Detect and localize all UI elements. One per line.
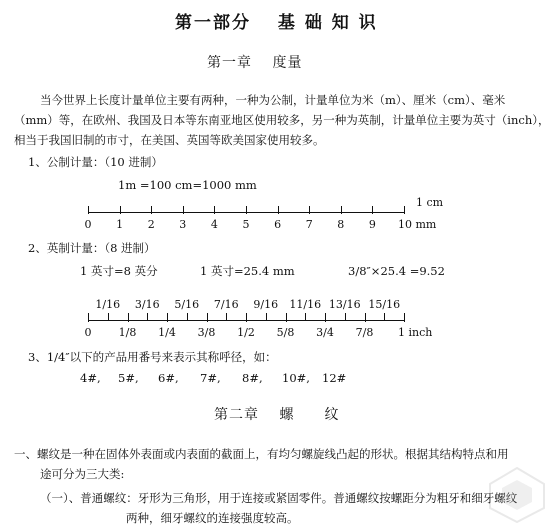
imperial-tick bbox=[226, 313, 227, 320]
imperial-tick bbox=[128, 313, 129, 322]
imperial-tick bbox=[147, 313, 148, 320]
thread-line-4: 两种，细牙螺纹的连接强度较高。 bbox=[126, 511, 299, 525]
imperial-bottom-label: 3/8 bbox=[197, 326, 216, 339]
imperial-tick bbox=[187, 313, 188, 320]
size-item: 10#, bbox=[282, 371, 310, 385]
imperial-tick bbox=[365, 313, 366, 322]
imperial-top-label: 13/16 bbox=[328, 298, 361, 311]
size-item: 12# bbox=[322, 371, 347, 385]
metric-tick-label: 9 bbox=[368, 218, 376, 231]
metric-tick bbox=[246, 206, 247, 214]
thread-line-2: 途可分为三大类: bbox=[40, 467, 125, 481]
metric-tick bbox=[183, 206, 184, 214]
metric-tick bbox=[341, 206, 342, 214]
metric-tick-label: 6 bbox=[274, 218, 282, 231]
metric-tick-label: 0 bbox=[84, 218, 92, 231]
imperial-tick bbox=[207, 313, 208, 322]
imperial-eq2: 1 英寸=25.4 mm bbox=[200, 264, 295, 278]
imperial-eq3: 3/8″×25.4 =9.52 bbox=[348, 264, 445, 278]
imperial-bottom-label: 1/8 bbox=[118, 326, 137, 339]
metric-tick bbox=[120, 206, 121, 214]
imperial-heading: 2、英制计量：（8 进制） bbox=[28, 241, 156, 255]
metric-tick-label: 2 bbox=[147, 218, 155, 231]
imperial-top-label: 1/16 bbox=[95, 298, 121, 311]
imperial-tick bbox=[108, 313, 109, 320]
imperial-tick bbox=[246, 313, 247, 322]
metric-end-top-label: 1 cm bbox=[416, 196, 444, 209]
imperial-tick bbox=[88, 313, 89, 322]
part-title: 第一部分 基 础 知 识 bbox=[175, 13, 378, 33]
metric-tick-label: 10 mm bbox=[398, 218, 437, 231]
size-item: 4#, bbox=[80, 371, 101, 385]
size-item: 7#, bbox=[200, 371, 221, 385]
imperial-top-label: 11/16 bbox=[289, 298, 322, 311]
imperial-bottom-label: 0 bbox=[84, 326, 92, 339]
imperial-eq1: 1 英寸=8 英分 bbox=[80, 264, 158, 278]
metric-tick bbox=[404, 206, 405, 214]
imperial-bottom-label: 7/8 bbox=[355, 326, 374, 339]
metric-tick bbox=[214, 206, 215, 214]
metric-tick bbox=[88, 206, 89, 214]
thread-line-1: 一、螺纹是一种在固体外表面或内表面的截面上，有均匀螺旋线凸起的形状。根据其结构特点和用 bbox=[14, 447, 509, 461]
metric-equation: 1m =100 cm=1000 mm bbox=[118, 178, 257, 192]
metric-heading: 1、公制计量：（10 进制） bbox=[28, 155, 163, 169]
metric-tick bbox=[278, 206, 279, 214]
size-item: 6#, bbox=[158, 371, 179, 385]
imperial-top-label: 5/16 bbox=[174, 298, 200, 311]
size-item: 8#, bbox=[242, 371, 263, 385]
metric-tick-label: 8 bbox=[337, 218, 345, 231]
chapter2-title: 第二章 螺 纹 bbox=[214, 407, 340, 423]
imperial-bottom-label: 5/8 bbox=[276, 326, 295, 339]
metric-tick bbox=[151, 206, 152, 214]
metric-tick bbox=[309, 206, 310, 214]
metric-tick-label: 7 bbox=[305, 218, 313, 231]
metric-tick-label: 5 bbox=[242, 218, 250, 231]
metric-tick-label: 4 bbox=[210, 218, 218, 231]
imperial-top-label: 3/16 bbox=[134, 298, 160, 311]
imperial-bottom-label: 1 inch bbox=[398, 326, 433, 339]
imperial-bottom-label: 1/4 bbox=[158, 326, 176, 339]
imperial-tick bbox=[286, 313, 287, 322]
imperial-tick bbox=[305, 313, 306, 320]
imperial-tick bbox=[167, 313, 168, 322]
metric-tick-label: 1 bbox=[116, 218, 124, 231]
imperial-tick bbox=[404, 313, 405, 322]
thread-line-3: （一）、普通螺纹：牙形为三角形，用于连接或紧固零件。普通螺纹按螺距分为粗牙和细牙螺纹 bbox=[40, 491, 518, 505]
sizes-heading: 3、1/4″以下的产品用番号来表示其称呼径，如： bbox=[28, 350, 277, 364]
imperial-tick bbox=[384, 313, 385, 320]
imperial-top-label: 15/16 bbox=[368, 298, 401, 311]
imperial-top-label: 9/16 bbox=[253, 298, 279, 311]
size-item: 5#, bbox=[118, 371, 139, 385]
imperial-tick bbox=[345, 313, 346, 320]
imperial-tick bbox=[266, 313, 267, 320]
imperial-bottom-label: 1/2 bbox=[237, 326, 255, 339]
intro-line-3: 相当于我国旧制的市寸，在美国、英国等欧美国家使用较多。 bbox=[14, 133, 325, 147]
metric-tick-label: 3 bbox=[179, 218, 187, 231]
imperial-tick bbox=[325, 313, 326, 322]
watermark-logo-icon bbox=[482, 464, 552, 524]
chapter1-title: 第一章 度量 bbox=[207, 55, 303, 71]
imperial-top-label: 7/16 bbox=[213, 298, 239, 311]
intro-line-1: 当今世界上长度计量单位主要有两种，一种为公制，计量单位为米（m）、厘米（cm）、毫米 bbox=[40, 93, 506, 107]
intro-line-2: （mm）等，在欧州、我国及日本等东南亚地区使用较多，另一种为英制，计量单位主要为英寸（inch）， bbox=[14, 113, 550, 127]
metric-tick bbox=[372, 206, 373, 214]
imperial-bottom-label: 3/4 bbox=[316, 326, 334, 339]
